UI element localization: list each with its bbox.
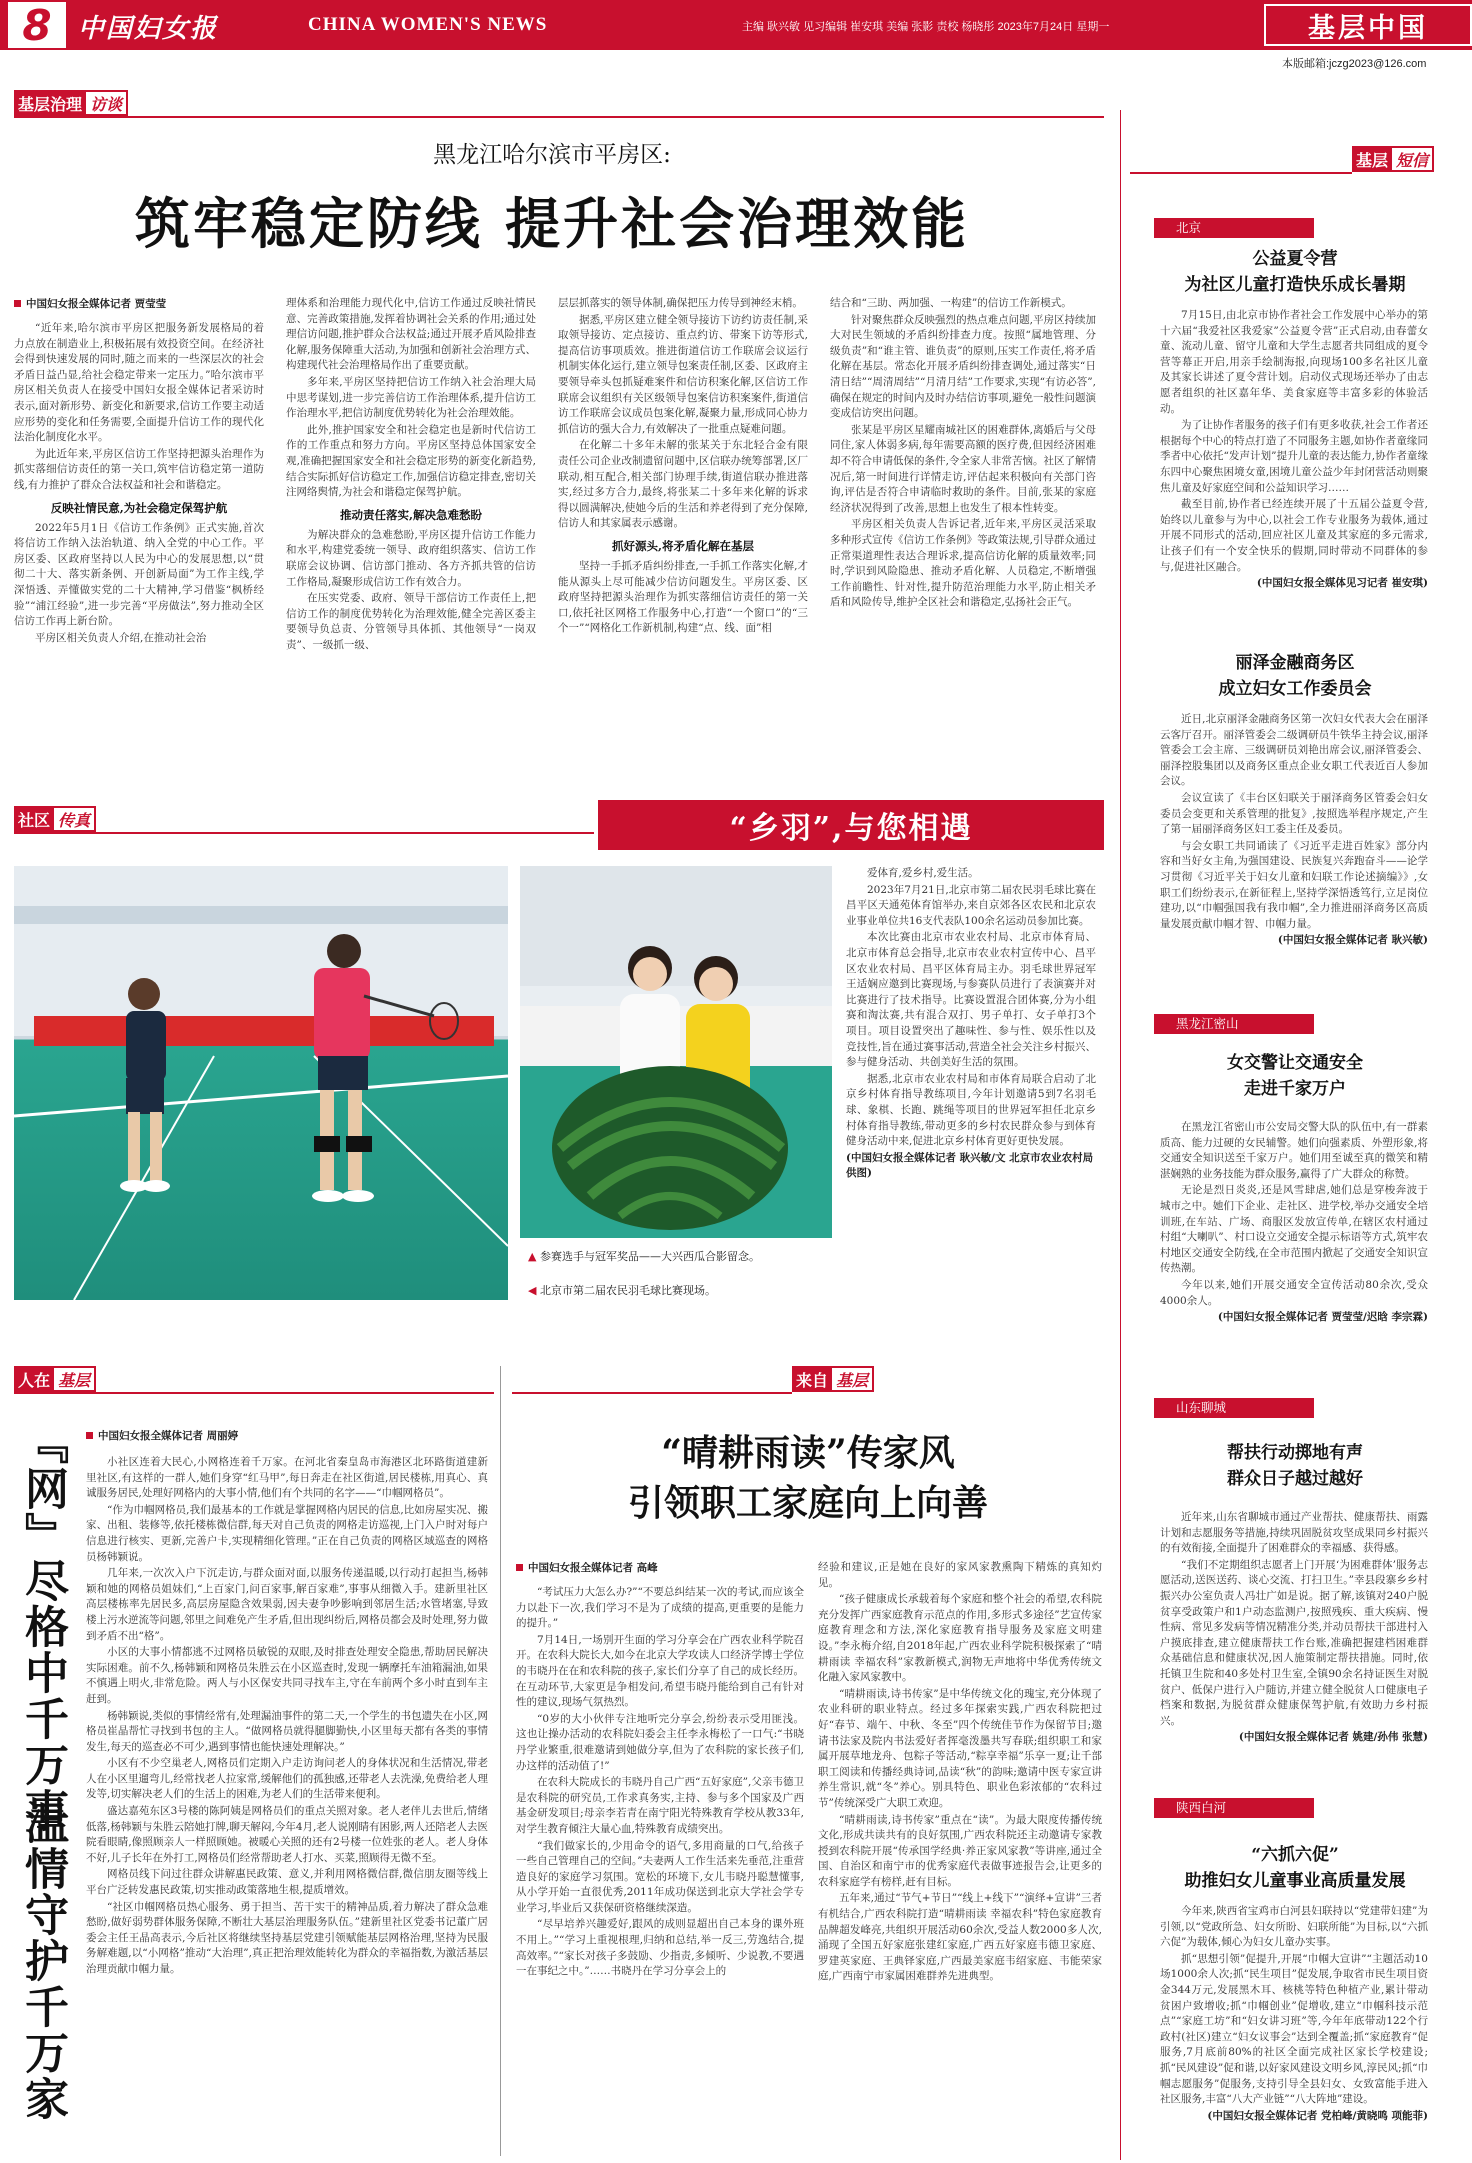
paragraph: “晴耕雨读,诗书传家”是中华传统文化的瑰宝,充分体现了农业科研的职业特点。经过多年探索实践,广西农科院把过好“春节、端午、中秋、冬至”四个传统佳节作为保留节目;邀请书法家及院内书法爱好者挥毫泼墨共写春联;组织职工和家属开展草地龙舟、包粽子等活动,“粽享幸福”乐享一夏;让千部职工阅读和传播经典诗词,品读“秋”的韵味;邀请中医专家宣讲养生常识,就“冬”养心。别具特色、职业色彩浓郁的“农科过节”传统深受广大职工欢迎。 <box>818 1687 1102 1809</box>
paragraph: 针对聚焦群众反映强烈的热点难点问题,平房区持续加大对民生领域的矛盾纠纷排查力度。按照“属地管理、分级负责”和“谁主管、谁负责”的原则,压实工作责任,将矛盾化解在基层。常态化开展矛盾纠纷排查调处,通过落实“日清日结”“周清周结”“月清月结”工作要求,实现“有访必答”,确保在规定的时间内及时办结信访事项,避免一般性问题演变成信访突出问题。 <box>830 313 1096 420</box>
brief3-body <box>1160 1120 1428 1370</box>
article1-col4 <box>830 296 1096 756</box>
masthead <box>0 0 1472 50</box>
paragraph: 在压实党委、政府、领导干部信访工作责任上,把信访工作的制度优势转化为治理效能,健全完善区委主要领导负总责、分管领导具体抓、其他领导“一岗双责”、一级抓一级、 <box>286 592 536 651</box>
brief2-title-a: 丽泽金融商务区 <box>1235 653 1355 673</box>
paragraph: “孩子健康成长承载着每个家庭和整个社会的希望,农科院充分发挥广西家庭教育示范点的作用,多形式多途径”艺宣传家庭教育理念和方法,深化家庭教育指导服务及家庭文明建设。”李永梅介绍,自2018年起,广西农业科学院积极探索了“晴耕雨读 幸福农科”家教新模式,润物无声地将中华优秀传统文化融入家风家教中。 <box>818 1593 1102 1684</box>
paragraph: 7月15日,由北京市协作者社会工作发展中心举办的第十六届“我爱社区我爱家”公益夏令营”正式启动,由春蕾女童、流动儿童、留守儿童和大学生志愿者共同组成的夏令营等幕正开启,用亲手绘制海报,向现场100多名社区儿童及其家长讲述了夏令营计划。启动仪式现场还举办了由志愿者组织的社区嘉年华、美食家庭等丰富多彩的体验活动。 <box>1160 309 1428 415</box>
brief4-location: 山东聊城 <box>1154 1398 1314 1418</box>
paragraph: 今年来,陕西省宝鸡市白河县妇联持以“党建带妇建”为引领,以“党政所急、妇女所盼、妇联所能”为目标,以“六抓六促”为载体,倾心为妇女儿童办实事。 <box>1160 1905 1428 1949</box>
signature: (中国妇女报全媒体记者 姚建/孙伟 张慧) <box>1238 1731 1428 1744</box>
signature: (中国妇女报全媒体记者 耿兴敏/文 北京市农业农村局供图) <box>846 1151 1094 1179</box>
paragraph: 盛达嘉苑东区3号楼的陈阿姨是网格员们的重点关照对象。老人老伴儿去世后,情绪低落,杨韩颖与朱胜云陪她打牌,聊天解闷,今年4月,老人说刚睛有困影,两人还陪老人去医院看眼睛,像照顾亲人一样照顾她。被暖心关照的还有2号楼一位姓张的老人。老人身体不好,儿子长年在外打工,网格员们经常帮助老人打水、买菜,照顾得无微不至。 <box>86 1805 488 1864</box>
subhead: 推动责任落实,解决急难愁盼 <box>339 507 482 522</box>
brief4-body <box>1160 1510 1428 1788</box>
paragraph: 近年来,山东省聊城市通过产业帮扶、健康帮扶、雨露计划和志愿服务等措施,持续巩固脱贫攻坚成果同乡村振兴的有效衔接,全面提升了困难群众的幸福感、获得感。 <box>1160 1511 1428 1555</box>
paragraph: “考试压力大怎么办?”“不要总纠结某一次的考试,而应该全力以赴下一次,我们学习不是为了成绩的提高,更重要的是能力的提升。” <box>516 1586 804 1630</box>
section1-badge-b: 访谈 <box>86 90 128 116</box>
paragraph: 网格员线下问过往群众讲解惠民政策、意义,并利用网格微信群,微信朋友圈等线上平台广泛转发惠民政策,切实推动政策落地生根,提质增效。 <box>86 1868 488 1897</box>
paragraph: 本次比赛由北京市农业农村局、北京市体育局、北京市体育总会指导,北京市农业农村宣传中心、昌平区农业农村局、昌平区体育局主办。羽毛球世界冠军王适娴应邀到比赛现场,与参赛队员进行了表演赛并对比赛进行了技术指导。比赛设置混合团体赛,分为小组赛和淘汰赛,共有混合双打、男子单打、女子单打3个项目。项目设置突出了趣味性、参与性、娱乐性以及竞技性,旨在通过赛事活动,营造全社会关注乡村振兴、参与健身活动、共创美好生活的氛围。 <box>846 931 1096 1069</box>
brief2-body <box>1160 712 1428 990</box>
article1-col3 <box>558 296 808 756</box>
page-number <box>8 2 66 48</box>
paragraph: “我们不定期组织志愿者上门开展‘为困难群体’服务志愿活动,送医送药、谈心交流、打扫卫生。”幸县段寨乡乡村振兴办公室负责人冯壮广如是说。据了解,该镇对240户脱贫享受政策户和1户动态监测户,按照残疾、重大疾病、慢性病、常见多发病等情况精准分类,并动员帮扶干部进村入户摸底排查,建立健康帮扶工作台账,准确把握建档困难群众基础信息和健康状况,因人施策制定帮扶措施。同时,依托镇卫生院和40多处村卫生室,全镇90余名持证医生对脱贫户、低保户进行入户随访,并建立健全脱贫人口健康电子档案和数据,为脱贫群众健康保驾护航,有效助力乡村振兴。 <box>1160 1558 1428 1727</box>
brief5-title-a: “六抓六促” <box>1251 1845 1339 1865</box>
paragraph: 结合和“三助、两加强、一构建”的信访工作新模式。 <box>830 297 1072 309</box>
paragraph: 小区有不少空巢老人,网格员们定期入户走访询问老人的身体状况和生活情况,带老人在小区里遛弯儿,经常找老人拉家常,缓解他们的孤独感,还带老人去洗澡,免费给老人理发等,切实解决老人们的生活上的困难,为老人们的生活带来便利。 <box>86 1757 488 1801</box>
brief5-body <box>1160 1904 1428 2156</box>
signature: (中国妇女报全媒体见习记者 崔安琪) <box>1256 577 1428 590</box>
paragraph: 此外,推护国家安全和社会稳定也是新时代信访工作的工作重点和努力方向。平房区坚持总体国家安全观,准确把握国家安全和社会稳定形势的新变化新趋势,结合实际抓好信访稳定工作,加强信访稳定排查,密切关注网络舆情,为社会和谐稳定保驾护航。 <box>286 423 536 499</box>
article3-vtitle-b: 温情守护千万家 <box>17 1800 68 2122</box>
paragraph: 平房区相关负责人告诉记者,近年来,平房区灵活采取多种形式宣传《信访工作条例》等政策法规,引导群众通过正常渠道理性表达合理诉求,提高信访化解的质量效率;同时,学识到风险隐患、推动矛盾化解、人员稳定,不断增强工作前瞻性、针对性,提升防范治理能力水平,防止相关矛盾和风险传导,维护全区社会和谐稳定,弘扬社会正气。 <box>830 518 1096 609</box>
triangle-left-icon: ◀ <box>528 1284 540 1297</box>
article1-title: 筑牢稳定防线 提升社会治理效能 <box>134 191 970 256</box>
paragraph: 为解决群众的急难愁盼,平房区提升信访工作能力和水平,构建党委统一领导、政府组织落实、信访工作联席会议协调、信访部门推动、各方齐抓共管的信访工作格局,凝聚形成信访工作有效合力。 <box>286 528 536 588</box>
paragraph: “晴耕雨读,诗书传家”重点在“读”。为最大限度传播传统文化,形成共读共有的良好氛围,广西农科院还主动邀请专家教授到农科院开展“传承国学经典·养正家风家教”等讲座,通过全国、自治区和南宁市的优秀家庭代表做事迹报告会,让更多的农科家庭学有榜样,赶有目标。 <box>818 1813 1102 1888</box>
paragraph: 为了让协作者服务的孩子们有更多收获,社会工作者还根据每个中心的特点打造了不同服务主题,如协作者童缘同季者中心依托“发声计划”提升儿童的表达能力,协作者童缘东四中心聚焦困境女童,困境儿童公益少年封闭营活动则聚焦儿童及好家庭空间和公益知识学习…… <box>1160 419 1428 494</box>
section3-badge-b: 基层 <box>54 1366 96 1392</box>
paragraph: 近日,北京丽泽金融商务区第一次妇女代表大会在丽泽云客厅召开。丽泽管委会二级调研员牛铁华主持会议,丽泽管委会工会主席、三级调研员刘艳出席会议,丽泽管委会、丽泽控股集团以及商务区重点企业女职工代表近百人参加会议。 <box>1160 713 1428 788</box>
paragraph: 7月14日,一场别开生面的学习分享会在广西农业科学院召开。在农科大院长大,如今在北京大学攻读人口经济学博士学位的韦晓丹在在和农科院的孩子,家长们分享了自己的成长经历。在互动环节,大家更是争相发问,希望韦晓丹能给到自己有针对性的建议,现场气氛热烈。 <box>516 1633 804 1709</box>
section4-badge-a: 来自 <box>792 1366 832 1392</box>
article4-byline: 中国妇女报全媒体记者 高峰 <box>516 1560 804 1575</box>
paragraph: 2022年5月1日《信访工作条例》正式实施,首次将信访工作纳入法治轨道、纳入全党的中心工作。平房区委、区政府坚持以人民为中心的发展思想,以“贯彻二十大、落实新条例、开创新局面”为工作主线,学深悟透、弄懂做实党的二十大精神,学习借鉴“枫桥经验”“浦江经验”,进一步完善“平房做法”,努力推动全区信访工作再上新台阶。 <box>14 521 264 628</box>
photo-caption-2 <box>528 1282 832 1298</box>
brief3-location: 黑龙江密山 <box>1154 1014 1314 1034</box>
article2-body <box>846 866 1096 1306</box>
signature: (中国妇女报全媒体记者 耿兴敏) <box>1277 934 1428 947</box>
sidebar-divider <box>1120 110 1121 2160</box>
brief1-title-a: 公益夏令营 <box>1252 249 1338 269</box>
section-box <box>1264 4 1472 46</box>
subhead: 抓好源头,将矛盾化解在基层 <box>611 538 754 553</box>
article3-vtitle-a: 『网』尽格中千万事 <box>17 1420 68 1834</box>
paragraph: 层层抓落实的领导体制,确保把压力传导到神经末梢。 <box>558 297 803 309</box>
page-credits: 主编 耿兴敏 见习编辑 崔安琪 美编 张影 责校 杨晓彤 2023年7月24日 星期一 <box>742 21 1110 33</box>
paragraph: 理体系和治理能力现代化中,信访工作通过反映社情民意、完善政策措施,发挥着协调社会关系的作用;通过处理信访问题,推护群众合法权益;通过开展矛盾风险排查化解,服务保障重大活动,为加强和创新社会治理方式、构建现代社会治理格局作出了重要贡献。 <box>286 297 536 372</box>
article3-byline: 中国妇女报全媒体记者 周丽婷 <box>86 1428 488 1443</box>
paragraph: 小社区连着大民心,小网格连着千万家。在河北省秦皇岛市海港区北环路街道建新里社区,有这样的一群人,她们身穿“红马甲”,每日奔走在社区街道,居民楼栋,用真心、真诚服务居民,处理好网格内的大事小情,他们有个共同的名字——“巾帼网格员”。 <box>86 1456 488 1500</box>
column-divider <box>500 1366 501 2156</box>
paragraph: 坚持一手抓矛盾纠纷排查,一手抓工作落实化解,才能从源头上尽可能减少信访问题发生。平房区委、区政府坚持把源头治理作为抓实落细信访责任的第一关口,依托社区网格工作服务中心,打造“一个窗口”的“三个一”“网格化工作新机制,构建“点、线、面”相 <box>558 559 808 635</box>
brief5-title-b: 助推妇女儿童事业高质量发展 <box>1184 1871 1406 1891</box>
paragraph: “近年来,哈尔滨市平房区把服务新发展格局的着力点放在制造业上,积极拓展有效投资空间。在经济社会得到快速发展的同时,随之而来的一些深层次的社会矛盾日益凸显,给社会稳定带来一定压力。”哈尔滨市平房区相关负责人在接受中国妇女报全媒体记者采访时表示,面对新形势、新变化和新要求,信访工作要主动适应形势的变化和任务需要,全面提升信访工作的现代化法治化制度化水平。 <box>14 322 264 444</box>
paragraph: 为此近年来,平房区信访工作坚持把源头治理作为抓实落细信访责任的第一关口,筑牢信访稳定第一道防线,有力推护了群众合法权益和社会和谐稳定。 <box>14 447 264 491</box>
badminton-scene <box>14 866 508 1300</box>
signature: (中国妇女报全媒体记者 贾莹莹/迟晗 李宗霖) <box>1217 1311 1428 1324</box>
paragraph: “我们做家长的,少用命令的语气,多用商量的口气,给孩子一些自己管理自己的空间。”夫妻两人工作生活来先垂范,注重营造良好的家庭学习氛围。宽松的环境下,女儿韦晓丹聪慧懂事,从小学开始一直很优秀,2011年成功保送到北京大学社会学专业学习,毕业后又获保研资格继续深造。 <box>516 1839 804 1914</box>
email: 本版邮箱:jczg2023@126.com <box>1282 58 1427 70</box>
caption-text: 北京市第二届农民羽毛球比赛现场。 <box>539 1284 716 1297</box>
section3-badge <box>14 1366 96 1392</box>
subhead: 反映社情民意,为社会稳定保驾护航 <box>50 500 228 515</box>
paragraph: 无论是烈日炎炎,还是风雪肆虐,她们总是穿梭奔波于城市之中。她们下企业、走社区、进学校,举办交通安全培训班,在车站、广场、商服区发放宣传单,在辖区农村通过村组“大喇叭”、村口设立交通安全提示标语等方式,筑牢农村地区交通安全防线,在全市范围内掀起了交通安全知识宣传热潮。 <box>1160 1184 1428 1275</box>
article1-kicker: 黑龙江哈尔滨市平房区: <box>433 142 671 168</box>
brief1-body <box>1160 308 1428 618</box>
brief-badge <box>1352 146 1434 172</box>
section3-rule <box>14 1392 494 1394</box>
photo-caption-1 <box>528 1248 832 1264</box>
brief4-title-b: 群众日子越过越好 <box>1227 1469 1363 1489</box>
article2-title: “乡羽”,与您相遇 <box>729 811 973 846</box>
section4-rule <box>512 1392 792 1394</box>
paragraph: 小区的大事小情都逃不过网格员敏锐的双眼,及时排查处理安全隐患,帮助居民解决实际困难。前不久,杨韩颖和网格员朱胜云在小区巡查时,发现一辆摩托车油箱漏油,如果不慎遇上明火,非常危险。两人与小区保安共同寻找车主,守在车前两个多小时直到车主赶到。 <box>86 1646 488 1705</box>
paragraph: 经验和建议,正是她在良好的家风家教熏陶下精炼的真知灼见。 <box>818 1561 1102 1589</box>
english-title: CHINA WOMEN'S NEWS <box>308 14 548 35</box>
paragraph: 在化解二十多年未解的张某关于东北轻合金有限责任公司企业改制遗留问题中,区信联办统筹部署,区厂联动,相互配合,相关部门协理手续,街道信联办推进落实,经过多方合力,最终,将张某二十多年来化解的诉求得以圆满解决,使她今后的生活和养老得到了充分保障,信访人和其家属表示感谢。 <box>558 439 808 530</box>
article4-col2 <box>818 1560 1102 2156</box>
section2-badge <box>14 806 96 832</box>
paragraph: 今年以来,她们开展交通安全宣传活动80余次,受众4000余人。 <box>1160 1278 1428 1307</box>
section4-badge <box>792 1366 874 1392</box>
paragraph: 多年来,平房区坚持把信访工作纳入社会治理大局中思考谋划,进一步完善信访工作治理体系,提升信访工作治理水平,把信访制度优势转化为社会治理效能。 <box>286 375 536 420</box>
brief-rule <box>1130 172 1352 174</box>
paragraph: 截至目前,协作者已经连续开展了十五届公益夏令营,始终以儿童参与为中心,以社会工作专业服务为载体,通过开展不同形式的活动,回应社区儿童及其家庭的多元需求,让孩子们有一个安全快乐的假期,同时带动不同群体的参与,促进社区融合。 <box>1160 498 1428 573</box>
caption-text: 参赛选手与冠军奖品——大兴西瓜合影留念。 <box>539 1250 760 1263</box>
article1-col1 <box>14 296 264 756</box>
article4-title-b: 引领职工家庭向上向善 <box>627 1482 988 1524</box>
article2-title-bar <box>598 800 1104 850</box>
signature: (中国妇女报全媒体记者 党柏峰/黄晓鸣 项能菲) <box>1207 2109 1428 2122</box>
paragraph: 几年来,一次次入户下沉走访,与群众面对面,以服务传递温暖,以行动打起担当,杨韩颖和她的网格员姐妹们,“上百家门,问百家事,解百家难”,事事从细微入手。建新里社区高层楼栋率先居民多,高层房屋隐含效果弱,因夫妻争吵影响到邻居生活;水管堵塞,导致楼上污水逆流等问题,邻里之间难免产生矛盾,但出现纠纷后,网格员都会及时处理,努力做到矛盾不出“格”。 <box>86 1567 488 1642</box>
paragraph: “作为巾帼网格员,我们最基本的工作就是掌握网格内居民的信息,比如房屋实况、搬家、出租、装修等,依托楼栋微信群,每天对自己负责的网格走访巡视,上门入户时对每户信息进行核实、更新,完善户卡,实现精细化管理。”正在自己负责的网格区域巡查的网格员杨韩颖说。 <box>86 1503 488 1563</box>
brief2-title-b: 成立妇女工作委员会 <box>1218 679 1372 699</box>
paragraph: 五年来,通过“节气+节日”“线上+线下”“演绎+宣讲”三者有机结合,广西农科院打造“晴耕雨读 幸福农科”特色家庭教育品牌超发峰亮,共组织开展活动60余次,受益人数2000多人次,涌现了全国五好家庭张建红家庭,广西五好家庭韦德卫家庭、罗建英家庭、王典铎家庭,广西最美家庭韦绍家庭、韦能荣家庭,广西南宁市家属困难群养先进典型。 <box>818 1892 1102 1983</box>
paragraph: 在农科大院成长的韦晓丹自己广西“五好家庭”,父亲韦德卫是农科院的研究员,工作求真务实,主持、参与多个国家及广西基金研发项目;母亲李若青在南宁阳光特殊教育学校从教33年,对学生教育倾注大量心血,特殊教育成绩突出。 <box>516 1776 804 1835</box>
watermelon <box>552 1066 788 1230</box>
paragraph: 爱体育,爱乡村,爱生活。 <box>867 867 979 879</box>
paragraph: 2023年7月21日,北京市第二届农民羽毛球比赛在昌平区天通苑体育馆举办,来自京郊各区农民和北京农业事业单位共16支代表队100余名运动员参加比赛。 <box>846 883 1096 927</box>
paragraph: 与会女职工共同诵读了《习近平走进百姓家》部分内容和当好女主角,为强国建设、民族复兴奔跑奋斗——论学习贯彻《习近平关于妇女儿童和妇联工作论述摘编》》,女职工们纷纷表示,在新征程上,坚持学深悟透笃行,立足岗位建功,以“巾帼强国我有我巾帼”,全力推进丽泽商务区高质量发展贡献巾帼才智、巾帼力量。 <box>1160 839 1428 930</box>
section2-badge-a: 社区 <box>14 806 54 832</box>
brief5-location: 陕西白河 <box>1154 1798 1314 1818</box>
section3-badge-a: 人在 <box>14 1366 54 1392</box>
winners-scene <box>520 866 832 1238</box>
section1-badge <box>14 90 128 116</box>
brief-badge-b: 短信 <box>1392 146 1434 172</box>
section1-badge-a: 基层治理 <box>14 90 86 116</box>
paragraph: 张某是平房区星耀南城社区的困难群体,离婚后与父母同住,家人体弱多病,每年需要高额的医疗费,但因经济困难却不符合申请低保的条件,令全家人非常苦恼。社区了解情况后,第一时间进行详情走访,评估起来积极向有关部门咨询,评估是否符合申请临时救助的条件。目前,张某的家庭经济状况得到了改善,思想上也发生了根本性转变。 <box>830 423 1096 514</box>
section2-badge-b: 传真 <box>54 806 96 832</box>
paper-logo: 中国妇女报 <box>78 14 219 44</box>
section4-badge-b: 基层 <box>832 1366 874 1392</box>
article4-title-a: “晴耕雨读”传家风 <box>661 1432 955 1474</box>
paragraph: 抓“思想引领”促提升,开展“巾帼大宣讲”“主题活动10场1000余人次;抓“民生项目”促发展,争取省市民生项目资金344万元,发展黑木耳、核桃等特色种植产业,累计带动贫困户致增收;抓“巾帼创业”促增收,建立“巾帼科技示范点”“家庭工坊”和“妇女讲习班”等,今年年底带动122个行政村(社区)建立“妇女议事会”达到全覆盖;抓“家庭教育”促服务,7月底前80%的社区全面完成社区家长学校建设;抓“民风建设”促和谐,以好家风建设文明乡风,淳民风;抓“巾帼志愿服务”促服务,支持引导全县妇女、女致富能手进入社区服务,丰富“八大产业链”“八大阵地”建设。 <box>1160 1952 1428 2106</box>
brief3-title-a: 女交警让交通安全 <box>1227 1053 1363 1073</box>
brief-badge-a: 基层 <box>1352 146 1392 172</box>
paragraph: 平房区相关负责人介绍,在推动社会治 <box>35 631 207 644</box>
brief3-title-b: 走进千家万户 <box>1244 1079 1346 1099</box>
section2-rule <box>14 832 594 834</box>
paragraph: “社区巾帼网格员热心服务、勇于担当、苦干实干的精神品质,着力解决了群众急难愁盼,做好弱势群体服务保障,不断壮大基层治理服务队伍。”建新里社区党委书记董广居委会主任王晶高表示,今后社区将继续坚持基层党建引领赋能基层网格治理,坚持为民服务解难题,以“小网格”推动“大治理”,真正把治理效能转化为群众的幸福指数,为激活基层治理贡献巾帼力量。 <box>86 1900 488 1975</box>
article3-body <box>86 1428 488 2156</box>
paragraph: 在黑龙江省密山市公安局交警大队的队伍中,有一群素质高、能力过硬的女民辅警。她们向强素质、外塑形象,将交通安全知识送至千家万户。她们用至诚至真的微笑和精湛娴熟的业务技能为群众服务,赢得了广大群众的称赞。 <box>1160 1121 1428 1180</box>
paragraph: “尽早培养兴趣爱好,跟风的成则显超出自己本身的课外班不用上。”“学习上重视根理,归纳和总结,举一反三,劳逸结合,提高效率。”“家长对孩子多鼓励、少指责,多倾听、少说教,不要遇一在事纪之中。”……书晓丹在学习分享会上的 <box>516 1918 804 1978</box>
paragraph: “0岁的大小伙伴专注地听完分享会,纷纷表示受用匪浅。这也让操办活动的农科院妇委会主任李永梅松了一口气:“书晓丹学业繁重,很难邀请到她做分享,但为了农科院的家长孩子们,办这样的活动值了!” <box>516 1712 804 1772</box>
article4-col1 <box>516 1560 804 2156</box>
section1-rule <box>14 116 1104 118</box>
brief1-location: 北京 <box>1154 218 1314 238</box>
badminton-match-photo <box>14 866 508 1300</box>
winners-watermelon-photo <box>520 866 832 1238</box>
brief4-title-a: 帮扶行动掷地有声 <box>1227 1443 1363 1463</box>
section-title: 基层中国 <box>1308 12 1428 44</box>
brief1-title-b: 为社区儿童打造快乐成长暑期 <box>1184 275 1406 295</box>
paragraph: 会议宣读了《丰台区妇联关于丽泽商务区管委会妇女委员会变更和关系管理的批复》,按照选举程序规定,产生了第一届丽泽商务区妇工委主任及委员。 <box>1160 791 1428 836</box>
article1-col2 <box>286 296 536 756</box>
paragraph: 杨韩颖说,类似的事情经常有,处理漏油事件的第二天,一个学生的书包遗失在小区,网格员崔晶帮忙寻找到书包的主人。“做网格员就得腿脚勤快,小区里每天都有各类的事情发生,每天的巡查必不可少,遇到事情也能快速处理解决。” <box>86 1709 488 1753</box>
triangle-icon: ▲ <box>528 1250 540 1263</box>
page-number-text: 8 <box>22 0 52 50</box>
paragraph: 据悉,平房区建立健全领导接访下访约访责任制,采取领导接访、定点接访、重点约访、带案下访等形式,提高信访事项质效。推进街道信访工作联席会议运行机制实体化运行,建立领导包案责任制,区委、区政府主要领导牵头包抓疑难案件和信访积案化解,区信访工作联席会议组织有关区级领导包案信访积案案件,街道信访工作联席会议成员包案化解,凝聚力量,形成同心协力抓信访的强大合力,有效解决了一批重点疑难问题。 <box>558 313 808 435</box>
article1-byline: 中国妇女报全媒体记者 贾莹莹 <box>14 296 264 311</box>
paragraph: 据悉,北京市农业农村局和市体育局联合启动了北京乡村体育指导教练项目,今年计划邀请5到7名羽毛球、象棋、长跑、跳绳等项目的世界冠军担任北京乡村体育指导教练,带动更多的乡村农民群众参与到体育健身活动中来,促进北京乡村体育更好更快发展。 <box>846 1072 1096 1148</box>
